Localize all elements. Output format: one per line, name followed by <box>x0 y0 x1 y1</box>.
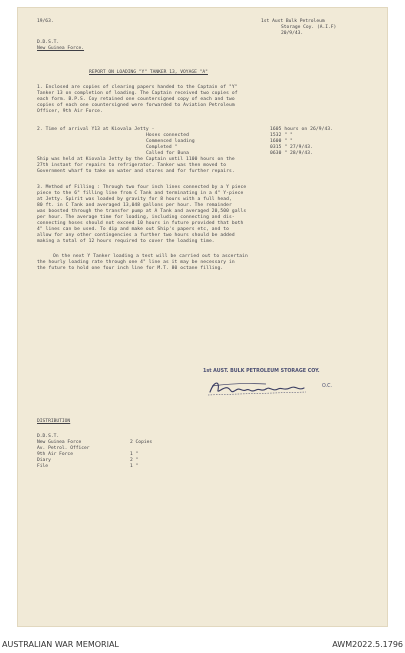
distribution-recipient: File <box>37 464 49 469</box>
timeline-time: 1532 " " <box>270 133 293 138</box>
distribution-quantity: 1 " <box>130 464 139 469</box>
text-line: piece to the 6" filling line from C Tank and terminating in a 4" Y-piece <box>37 191 244 196</box>
distribution-quantity: 1 " <box>130 452 139 457</box>
distribution-quantity: 2 " <box>130 458 139 463</box>
arrival-label: 2. Time of arrival Y13 at Kiovala Jetty - <box>37 127 155 132</box>
text-line: allow for any other contingencies a further two hours should be added <box>37 233 235 238</box>
timeline-label: Commenced loading <box>146 139 195 144</box>
text-line: copies of each one countersigned were forwarded to Aviation Petroleum <box>37 103 235 108</box>
text-line: at Jetty. Spirit was loaded by gravity for 8 hours with a full head, <box>37 197 232 202</box>
distribution-recipient: Av. Petrol. Officer <box>37 446 90 451</box>
text-line: was boosted through the transfer pump at A Tank and averaged 20,500 galls <box>37 209 247 214</box>
text-line: connecting hoses should not exceed 10 hours in future provided that both <box>37 221 244 226</box>
text-line: the future to hold one four inch line for M.T. 80 octane filling. <box>37 266 224 271</box>
text-line: 80 ft. in C Tank and averaged 13,048 gallons per hour. The remainder <box>37 203 232 208</box>
distribution-quantity: 2 Copies <box>130 440 153 445</box>
timeline-time: 0630 " 28/9/43. <box>270 151 313 156</box>
text-line: 1. Enclosed are copies of clearing papers handed to the Captain of "Y" <box>37 85 238 90</box>
reference-number: 19/63. <box>37 19 54 24</box>
text-line: per hour. The average time for loading, including connecting and dis- <box>37 215 235 220</box>
timeline-time: 0315 " 27/9/43. <box>270 145 313 150</box>
text-line: On the next Y Tanker loading a test will be carried out to ascertain <box>53 254 248 259</box>
text-line: 4" lines can be used. To dip and make out Ship's papers etc, and to <box>37 227 229 232</box>
text-line: the hourly loading rate through one 4" line as it may be necessary in <box>37 260 235 265</box>
text-line: Tanker 13 on completion of loading. The Captain received two copies of <box>37 91 238 96</box>
archive-footer <box>0 636 405 653</box>
institution-name: AUSTRALIAN WAR MEMORIAL <box>2 640 119 649</box>
distribution-heading: DISTRIBUTION <box>37 419 71 424</box>
text-line: Ship was held at Kiovala Jetty by the Captain until 1100 hours on the <box>37 157 235 162</box>
text-line: Government wharf to take on water and stores and for further repairs. <box>37 169 235 174</box>
distribution-recipient: Diary <box>37 458 51 463</box>
unit-stamp: 1st AUST. BULK PETROLEUM STORAGE COY. <box>203 369 320 374</box>
unit-name-line1: 1st Aust Bulk Petroleum <box>261 19 325 24</box>
distribution-recipient: 9th Air Force <box>37 452 73 457</box>
timeline-label: Hoses connected <box>146 133 189 138</box>
arrival-time: 1605 hours on 26/9/43. <box>270 127 334 132</box>
unit-name-line2: Storage Coy. (A.I.F) <box>281 25 337 30</box>
addressee-line1: D.D.S.T. <box>37 40 60 45</box>
officer-commanding-title: O.C. <box>322 384 332 389</box>
timeline-time: 1600 " " <box>270 139 293 144</box>
text-line: 3. Method of Filling : Through two four inch lines connected by a Y piece <box>37 185 247 190</box>
distribution-recipient: New Guinea Force <box>37 440 82 445</box>
text-line: 27th instant for repairs to refrigerator. Tanker was then moved to <box>37 163 227 168</box>
text-line: Officer, 9th Air Force. <box>37 109 103 114</box>
text-line: making a total of 12 hours required to cover the loading time. <box>37 239 215 244</box>
document-page <box>17 7 388 627</box>
timeline-label: Called for Buna <box>146 151 189 156</box>
distribution-recipient: D.D.S.T. <box>37 434 60 439</box>
accession-number: AWM2022.5.1796 <box>332 640 403 649</box>
timeline-label: Completed " <box>146 145 178 150</box>
text-line: each form. B.P.S. Coy retained one countersigned copy of each and two <box>37 97 235 102</box>
report-title: REPORT ON LOADING "Y" TANKER 13, VOYAGE "A" <box>89 70 208 75</box>
addressee-line2: New Guinea Force. <box>37 46 85 51</box>
document-date: 20/9/43. <box>281 31 304 36</box>
